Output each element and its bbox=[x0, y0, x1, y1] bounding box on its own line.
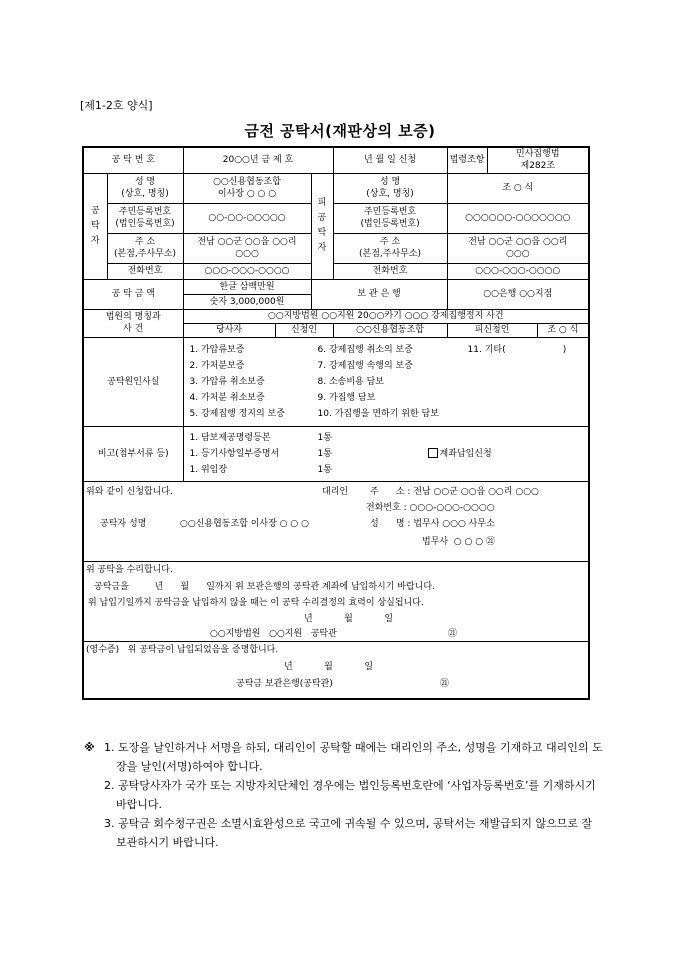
acceptance-line3: 위 납입기일까지 공탁금을 납입하지 않을 때는 이 공탁 수리결정의 효력이 상실됩니다. bbox=[88, 597, 424, 608]
doc-count: 1통 bbox=[317, 432, 332, 443]
cause-options bbox=[183, 337, 589, 426]
note-item: 1. 도장을 날인하거나 서명을 하되, 대리인이 공탁할 때에는 대리인의 주소, 성명을 기재하고 대리인의 도장을 날인(서명)하여야 합니다. bbox=[104, 741, 603, 773]
depositor-addr-label: 주 소 (본점,주사무소) bbox=[107, 233, 183, 263]
cause-option[interactable]: 3. 가압류 취소보증 bbox=[189, 376, 265, 387]
amount-label: 공 탁 금 액 bbox=[83, 279, 183, 309]
agent-phone[interactable]: 전화번호 : ○○○-○○○-○○○○ bbox=[366, 502, 495, 513]
law-value[interactable] bbox=[487, 147, 589, 173]
depositor-signature-value[interactable]: ○○신용협동조합 이사장 ○ ○ ○ bbox=[180, 518, 309, 529]
depositor-addr-value[interactable]: 전남 ○○군 ○○읍 ○○리 ○○○ bbox=[183, 233, 311, 263]
remarks-label: 비고(첨부서류 등) bbox=[83, 426, 183, 481]
respondent-value[interactable]: 조 ○ 식 bbox=[537, 323, 589, 337]
cause-option[interactable]: 7. 강제집행 속행의 보증 bbox=[317, 360, 413, 371]
depositor-side-label: 공 탁 자 bbox=[83, 173, 107, 279]
court-case-value[interactable]: ○○지방법원 ○○지원 20○○카기 ○○○ 강제집행정지 사건 bbox=[183, 309, 589, 323]
acceptance-seal[interactable]: ㉑ bbox=[448, 628, 458, 639]
deposit-form-table bbox=[82, 146, 590, 700]
bank-value[interactable]: ○○은행 ○○지점 bbox=[447, 279, 589, 309]
depositor-phone-label: 전화번호 bbox=[107, 263, 183, 279]
attached-doc: 1. 담보제공명령등본 bbox=[189, 432, 271, 443]
party-label: 당사자 bbox=[183, 323, 275, 337]
remarks-counts bbox=[318, 430, 428, 478]
depositee-name-value[interactable]: 조 ○ 식 bbox=[447, 173, 589, 203]
account-payment-option[interactable]: 계좌납입신청 bbox=[428, 430, 492, 478]
agent-seal[interactable]: 법무사 ○ ○ ○ ㉑ bbox=[422, 536, 495, 547]
receipt-line1: (영수증) 위 공탁금이 납입되었음을 증명합니다. bbox=[86, 644, 279, 655]
depositee-id-value[interactable]: ○○○○○○-○○○○○○○ bbox=[447, 203, 589, 233]
application-section bbox=[83, 481, 589, 561]
law-value-line1: 민사집행법 bbox=[516, 149, 560, 160]
form-number: [제1-2호 양식] bbox=[80, 99, 153, 112]
applicant-label: 신청인 bbox=[275, 323, 333, 337]
doc-count: 1통 bbox=[317, 448, 332, 459]
acceptance-section bbox=[83, 561, 589, 641]
depositor-id-label: 주민등록번호 (법인등록번호) bbox=[107, 203, 183, 233]
applicant-value[interactable]: ○○신용협동조합 bbox=[333, 323, 447, 337]
agent-name[interactable]: 성 명 : 법무사 ○○○ 사무소 bbox=[370, 518, 495, 529]
cause-option[interactable]: 2. 가처분보증 bbox=[189, 360, 245, 371]
law-value-line2: 제282조 bbox=[520, 161, 556, 172]
attached-doc: 1. 등기사항일부증명서 bbox=[189, 448, 280, 459]
cause-option[interactable]: 1. 가압류보증 bbox=[189, 344, 245, 355]
depositee-addr-value[interactable]: 전남 ○○군 ○○읍 ○○리 ○○○ bbox=[447, 233, 589, 263]
depositor-id-value[interactable]: ○○-○○-○○○○○ bbox=[183, 203, 311, 233]
depositor-signature-label: 공탁자 성명 bbox=[100, 518, 147, 529]
note-mark: ※ bbox=[84, 741, 95, 754]
deposit-no-value[interactable]: 20○○년 금 제 호 bbox=[183, 147, 333, 173]
note-item: 3. 공탁금 회수청구권은 소멸시효완성으로 국고에 귀속될 수 있으며, 공탁서는 재발급되지 않으므로 잘 보관하시기 바랍니다. bbox=[104, 817, 593, 849]
cause-option[interactable]: 6. 강제집행 취소의 보증 bbox=[317, 344, 413, 355]
amount-korean[interactable]: 한글 삼백만원 bbox=[183, 279, 311, 294]
cause-col2 bbox=[318, 342, 468, 422]
acceptance-office: ○○지방법원 ○○지원 공탁관 bbox=[210, 628, 337, 639]
depositor-phone-value[interactable]: ○○○-○○○-○○○○ bbox=[183, 263, 311, 279]
page-title: 금전 공탁서(재판상의 보증) bbox=[244, 122, 436, 140]
depositor-name-value[interactable]: ○○신용협동조합 이사장 ○ ○ ○ bbox=[183, 173, 311, 203]
receipt-section bbox=[83, 641, 589, 699]
receipt-seal[interactable]: ㉑ bbox=[440, 678, 450, 689]
account-payment-checkbox[interactable] bbox=[428, 448, 438, 458]
cause-col1 bbox=[190, 342, 318, 422]
agent-address[interactable]: 주 소 : 전남 ○○군 ○○읍 ○○리 ○○○ bbox=[370, 486, 539, 497]
depositee-addr-label: 주 소 (본점,주사무소) bbox=[333, 233, 447, 263]
depositee-name-label: 성 명 (상호, 명칭) bbox=[333, 173, 447, 203]
receipt-date[interactable]: 년 월 일 bbox=[284, 661, 374, 672]
cause-option[interactable]: 4. 가처분 취소보증 bbox=[189, 392, 265, 403]
depositor-name-label: 성 명 (상호, 명칭) bbox=[107, 173, 183, 203]
depositee-phone-label: 전화번호 bbox=[333, 263, 447, 279]
note-item: 2. 공탁당사자가 국가 또는 지방자치단체인 경우에는 법인등록번호란에 ‘사업자등록번호’를 기재하시기 바랍니다. bbox=[104, 779, 596, 811]
depositee-phone-value[interactable]: ○○○-○○○-○○○○ bbox=[447, 263, 589, 279]
application-date[interactable]: 년 월 일 신청 bbox=[333, 147, 447, 173]
respondent-label: 피신청인 bbox=[447, 323, 537, 337]
deposit-no-label: 공 탁 번 호 bbox=[83, 147, 183, 173]
bank-label: 보 관 은 행 bbox=[311, 279, 447, 309]
cause-label: 공탁원인사실 bbox=[83, 337, 183, 426]
acceptance-line1: 위 공탁을 수리합니다. bbox=[86, 564, 173, 575]
notes bbox=[86, 738, 606, 852]
acceptance-line2: 공탁금을 년 월 일까지 위 보관은행의 공탁관 계좌에 납입하시기 바랍니다. bbox=[94, 581, 435, 592]
cause-col3 bbox=[468, 342, 567, 422]
cause-option[interactable]: 8. 소송비용 담보 bbox=[317, 376, 384, 387]
amount-digits[interactable]: 숫자 3,000,000원 bbox=[183, 294, 311, 309]
cause-option[interactable]: 9. 가집행 담보 bbox=[317, 392, 376, 403]
attached-doc: 1. 위임장 bbox=[189, 464, 228, 475]
law-label: 법령조항 bbox=[447, 147, 487, 173]
doc-count: 1통 bbox=[317, 464, 332, 475]
application-statement: 위와 같이 신청합니다. bbox=[86, 486, 173, 497]
cause-option-other[interactable]: 11. 기타( ) bbox=[467, 344, 567, 355]
depositee-id-label: 주민등록번호 (법인등록번호) bbox=[333, 203, 447, 233]
remarks-content bbox=[183, 426, 589, 481]
cause-option[interactable]: 10. 가집행을 면하기 위한 담보 bbox=[317, 408, 439, 419]
remarks-docs bbox=[190, 430, 318, 478]
depositee-side-label: 피 공 탁 자 bbox=[311, 173, 333, 279]
acceptance-date[interactable]: 년 월 일 bbox=[304, 613, 394, 624]
cause-option[interactable]: 5. 강제집행 정지의 보증 bbox=[189, 408, 285, 419]
court-label: 법원의 명칭과 사 건 bbox=[83, 309, 183, 337]
agent-label: 대리인 bbox=[322, 486, 349, 497]
receipt-bank: 공탁금 보관은행(공탁관) bbox=[236, 678, 333, 689]
